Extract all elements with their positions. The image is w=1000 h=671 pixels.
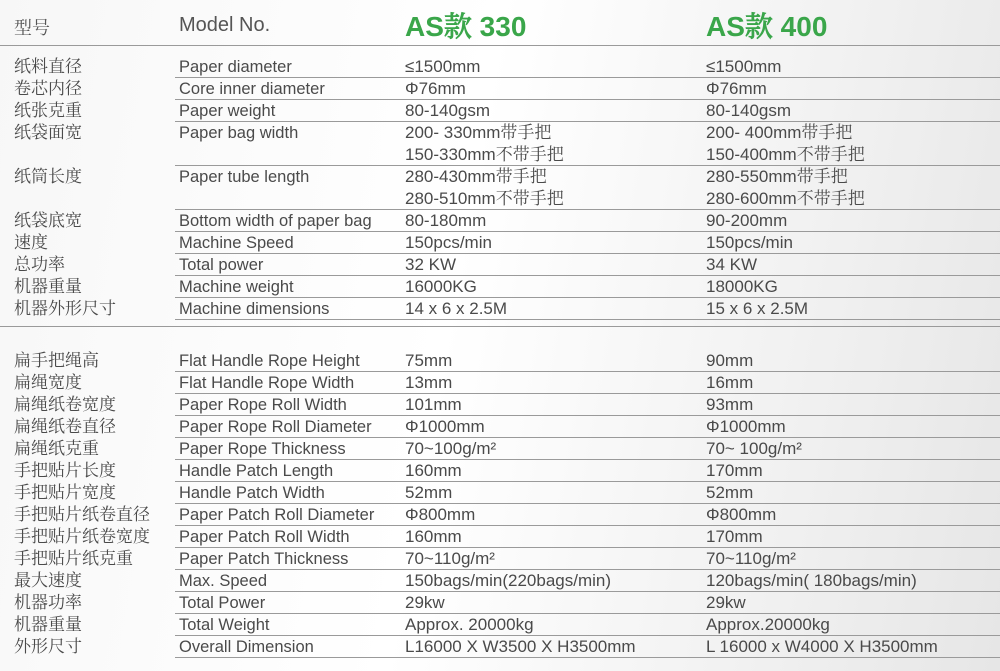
- spec-value-as400: 280-550mm带手把: [706, 167, 848, 186]
- spec-label-cn: 手把贴片纸克重: [14, 549, 133, 568]
- spec-label-en: Handle Patch Width: [179, 484, 325, 502]
- table-row: [0, 482, 1000, 504]
- spec-label-cn: 手把贴片长度: [14, 461, 116, 480]
- spec-value-as330: 80-180mm: [405, 211, 487, 230]
- spec-value-as330: Φ800mm: [405, 505, 476, 524]
- spec-value-as400: 120bags/min( 180bags/min): [706, 571, 917, 590]
- spec-value-as400-line2: 280-600mm不带手把: [706, 189, 865, 208]
- spec-value-as400: 170mm: [706, 461, 763, 480]
- spec-label-cn: 扁绳纸克重: [14, 439, 99, 458]
- table-row: [0, 350, 1000, 372]
- spec-value-as330: 52mm: [405, 483, 453, 502]
- spec-value-as400: 70~ 100g/m²: [706, 439, 802, 458]
- header-model-as330: AS款 330: [405, 11, 527, 42]
- spec-label-en: Paper tube length: [179, 168, 310, 186]
- spec-value-as400: 70~110g/m²: [706, 549, 796, 568]
- spec-label-cn: 扁绳纸卷直径: [14, 417, 116, 436]
- spec-value-as330: 14 x 6 x 2.5M: [405, 299, 508, 318]
- divider: [0, 326, 1000, 327]
- spec-label-en: Flat Handle Rope Height: [179, 352, 360, 370]
- spec-value-as330-line2: 150-330mm不带手把: [405, 145, 564, 164]
- spec-value-as400: 200- 400mm带手把: [706, 123, 853, 142]
- row-underline: [175, 657, 1000, 658]
- spec-label-en: Paper Patch Thickness: [179, 550, 349, 568]
- table-row: [0, 636, 1000, 658]
- spec-label-cn: 纸袋面宽: [14, 123, 82, 142]
- spec-value-as330-line2: 280-510mm不带手把: [405, 189, 564, 208]
- table-row: [0, 592, 1000, 614]
- spec-value-as400: 18000KG: [706, 277, 778, 296]
- spec-label-cn: 外形尺寸: [14, 637, 82, 656]
- spec-label-cn: 扁手把绳高: [14, 351, 99, 370]
- spec-value-as400: 90-200mm: [706, 211, 788, 230]
- table-row: [0, 614, 1000, 636]
- spec-label-cn: 机器功率: [14, 593, 82, 612]
- table-row: [0, 276, 1000, 298]
- table-row: [0, 416, 1000, 438]
- header-model-as400: AS款 400: [706, 11, 828, 42]
- spec-label-cn: 机器外形尺寸: [14, 299, 116, 318]
- table-row: [0, 122, 1000, 166]
- spec-label-cn: 最大速度: [14, 571, 82, 590]
- spec-value-as400: ≤1500mm: [706, 57, 782, 76]
- spec-value-as330: 16000KG: [405, 277, 477, 296]
- spec-value-as400: 52mm: [706, 483, 754, 502]
- spec-value-as400: 34 KW: [706, 255, 758, 274]
- spec-label-cn: 手把贴片纸卷直径: [14, 505, 150, 524]
- table-header: [0, 0, 1000, 42]
- table-row: [0, 548, 1000, 570]
- spec-label-cn: 纸料直径: [14, 57, 82, 76]
- spec-value-as330: 75mm: [405, 351, 453, 370]
- spec-value-as400: L 16000 x W4000 X H3500mm: [706, 637, 938, 656]
- spec-label-en: Machine Speed: [179, 234, 294, 252]
- spec-label-en: Core inner diameter: [179, 80, 325, 98]
- table-row: [0, 78, 1000, 100]
- spec-label-en: Max. Speed: [179, 572, 268, 590]
- spec-value-as330: 80-140gsm: [405, 101, 491, 120]
- spec-value-as400: Φ800mm: [706, 505, 777, 524]
- spec-value-as330: ≤1500mm: [405, 57, 481, 76]
- spec-label-en: Paper Rope Roll Width: [179, 396, 347, 414]
- spec-label-cn: 总功率: [14, 255, 65, 274]
- spec-value-as400: 93mm: [706, 395, 754, 414]
- table-row: [0, 210, 1000, 232]
- spec-label-cn: 手把贴片纸卷宽度: [14, 527, 150, 546]
- spec-value-as330: Approx. 20000kg: [405, 615, 534, 634]
- spec-value-as330: 150bags/min(220bags/min): [405, 571, 612, 590]
- spec-value-as330: 150pcs/min: [405, 233, 492, 252]
- spec-value-as400: 80-140gsm: [706, 101, 792, 120]
- spec-label-en: Flat Handle Rope Width: [179, 374, 355, 392]
- spec-value-as400: 29kw: [706, 593, 746, 612]
- spec-label-en: Paper Rope Thickness: [179, 440, 346, 458]
- spec-label-cn: 扁绳宽度: [14, 373, 82, 392]
- spec-label-cn: 纸张克重: [14, 101, 82, 120]
- spec-value-as400: 150pcs/min: [706, 233, 793, 252]
- spec-value-as400: Approx.20000kg: [706, 615, 830, 634]
- spec-value-as330: L16000 X W3500 X H3500mm: [405, 637, 636, 656]
- spec-value-as330: Φ1000mm: [405, 417, 485, 436]
- table-row: [0, 100, 1000, 122]
- spec-label-cn: 速度: [14, 233, 48, 252]
- spec-label-en: Bottom width of paper bag: [179, 212, 372, 230]
- table-row: [0, 166, 1000, 210]
- spec-label-cn: 纸袋底宽: [14, 211, 82, 230]
- spec-label-en: Paper bag width: [179, 124, 299, 142]
- divider: [0, 45, 1000, 46]
- spec-label-cn: 机器重量: [14, 615, 82, 634]
- row-underline: [175, 319, 1000, 320]
- table-row: [0, 504, 1000, 526]
- table-row: [0, 570, 1000, 592]
- table-row: [0, 394, 1000, 416]
- spec-label-cn: 手把贴片宽度: [14, 483, 116, 502]
- spec-value-as400-line2: 150-400mm不带手把: [706, 145, 865, 164]
- spec-label-en: Machine dimensions: [179, 300, 330, 318]
- spec-label-cn: 机器重量: [14, 277, 82, 296]
- header-model-cn: 型号: [14, 18, 50, 38]
- table-row: [0, 254, 1000, 276]
- spec-value-as400: Φ76mm: [706, 79, 767, 98]
- header-model-en: Model No.: [179, 14, 271, 36]
- table-row: [0, 56, 1000, 78]
- spec-value-as400: 170mm: [706, 527, 763, 546]
- spec-label-cn: 扁绳纸卷宽度: [14, 395, 116, 414]
- spec-value-as330: 160mm: [405, 527, 462, 546]
- table-row: [0, 232, 1000, 254]
- table-row: [0, 438, 1000, 460]
- spec-value-as330: 200- 330mm带手把: [405, 123, 552, 142]
- spec-value-as330: 13mm: [405, 373, 453, 392]
- spec-label-en: Total Power: [179, 594, 266, 612]
- spec-label-en: Paper weight: [179, 102, 276, 120]
- table-row: [0, 460, 1000, 482]
- spec-value-as400: 16mm: [706, 373, 754, 392]
- spec-value-as400: Φ1000mm: [706, 417, 786, 436]
- spec-label-cn: 纸筒长度: [14, 167, 82, 186]
- spec-label-en: Overall Dimension: [179, 638, 314, 656]
- spec-value-as400: 90mm: [706, 351, 754, 370]
- spec-label-en: Paper Patch Roll Diameter: [179, 506, 375, 524]
- spec-value-as330: 101mm: [405, 395, 462, 414]
- spec-label-en: Paper diameter: [179, 58, 292, 76]
- spec-value-as330: Φ76mm: [405, 79, 466, 98]
- spec-value-as400: 15 x 6 x 2.5M: [706, 299, 809, 318]
- spec-label-cn: 卷芯内径: [14, 79, 82, 98]
- spec-value-as330: 29kw: [405, 593, 445, 612]
- spec-label-en: Handle Patch Length: [179, 462, 334, 480]
- spec-label-en: Total Weight: [179, 616, 270, 634]
- spec-value-as330: 160mm: [405, 461, 462, 480]
- spec-label-en: Machine weight: [179, 278, 294, 296]
- spec-value-as330: 70~100g/m²: [405, 439, 497, 458]
- spec-value-as330: 70~110g/m²: [405, 549, 495, 568]
- table-row: [0, 372, 1000, 394]
- spec-label-en: Total power: [179, 256, 264, 274]
- table-row: [0, 298, 1000, 320]
- spec-value-as330: 280-430mm带手把: [405, 167, 547, 186]
- table-row: [0, 526, 1000, 548]
- spec-value-as330: 32 KW: [405, 255, 457, 274]
- spec-label-en: Paper Patch Roll Width: [179, 528, 350, 546]
- spec-label-en: Paper Rope Roll Diameter: [179, 418, 372, 436]
